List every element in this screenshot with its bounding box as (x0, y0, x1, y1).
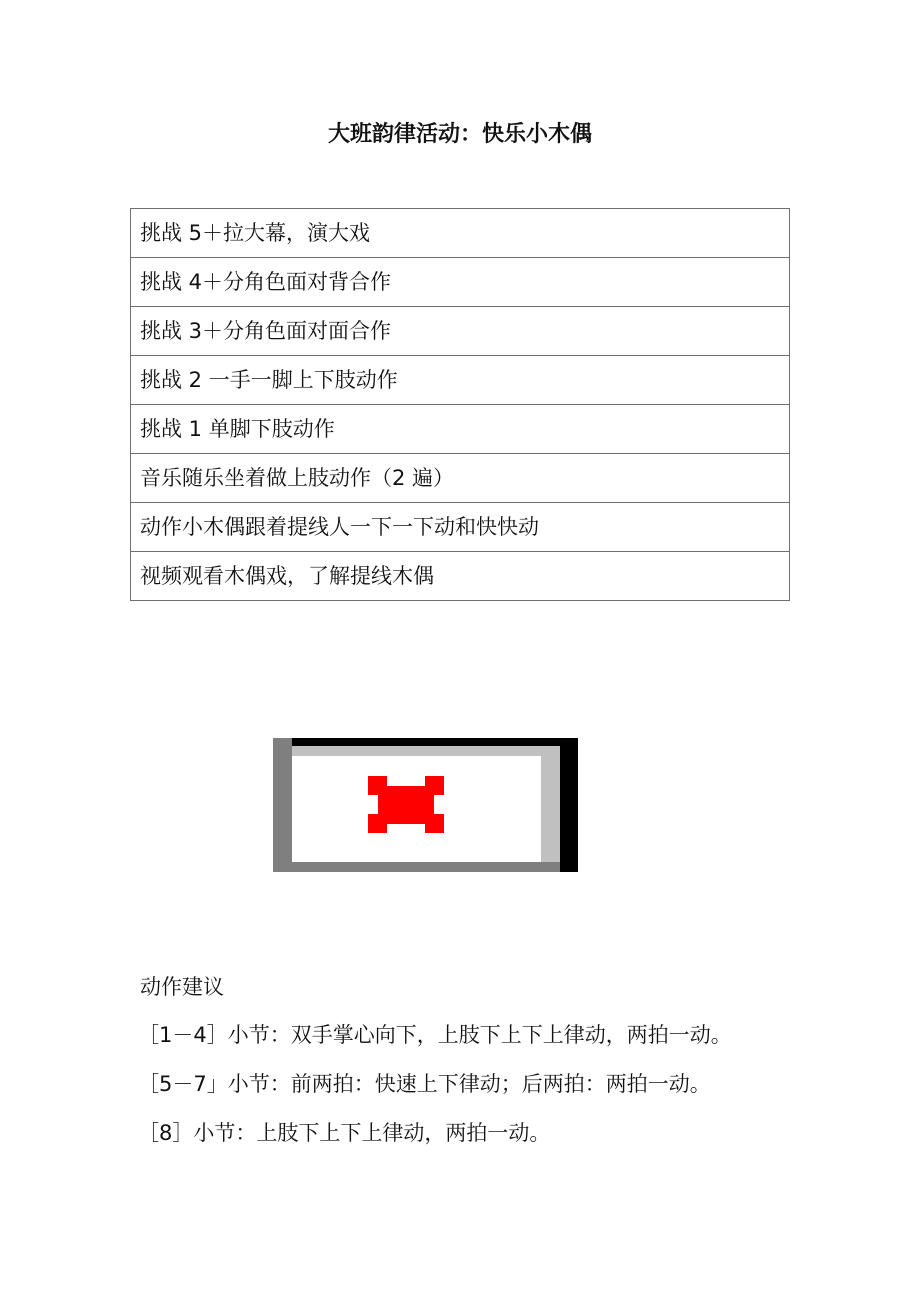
suggestion-line: ［8］小节：上肢下上下上律动，两拍一动。 (138, 1121, 551, 1145)
step-cell: 动作小木偶跟着提线人一下一下动和快快动 (131, 503, 790, 552)
table-row (131, 356, 790, 405)
suggestion-line: ［5－7」小节：前两拍：快速上下律动；后两拍：两拍一动。 (138, 1072, 711, 1096)
step-cell: 视频观看木偶戏，了解提线木偶 (131, 552, 790, 601)
bow-tie-frame (273, 738, 578, 872)
table-row (131, 503, 790, 552)
table-row (131, 552, 790, 601)
table-row (131, 258, 790, 307)
activity-steps-table (130, 208, 790, 601)
table-row (131, 307, 790, 356)
table-row (131, 454, 790, 503)
step-cell: 挑战 4＋分角色面对背合作 (131, 258, 790, 307)
table-row (131, 209, 790, 258)
suggestion-line: ［1－4］小节：双手掌心向下，上肢下上下上律动，两拍一动。 (138, 1023, 732, 1047)
step-cell: 挑战 3＋分角色面对面合作 (131, 307, 790, 356)
step-cell: 音乐随乐坐着做上肢动作（2 遍） (131, 454, 790, 503)
table-row (131, 405, 790, 454)
step-cell: 挑战 5＋拉大幕，演大戏 (131, 209, 790, 258)
step-cell: 挑战 1 单脚下肢动作 (131, 405, 790, 454)
action-suggestions-heading: 动作建议 (140, 975, 224, 999)
page-title: 大班韵律活动：快乐小木偶 (327, 122, 592, 147)
bow-tie-figure (273, 738, 578, 872)
step-cell: 挑战 2 一手一脚上下肢动作 (131, 356, 790, 405)
